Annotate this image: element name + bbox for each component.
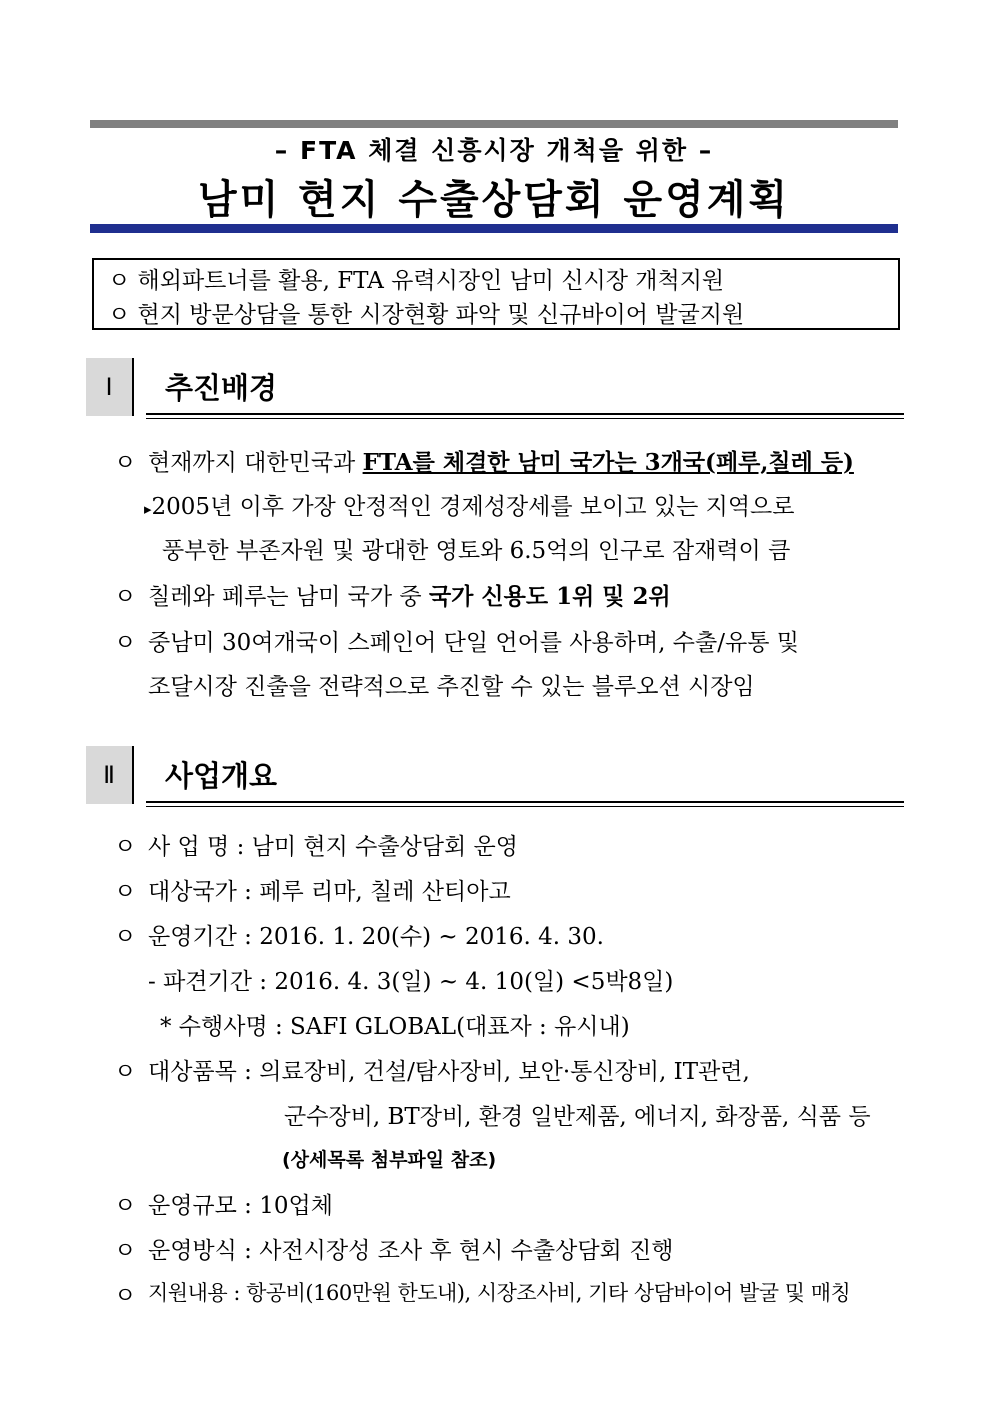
section-2-rule [146,801,904,807]
dispatch-period: - 파견기간 : 2016. 4. 3(일) ~ 4. 10(일) <5박8일) [148,969,674,995]
bullet-icon: ㅇ [114,450,137,476]
background-item-3-line-1: 중남미 30여개국이 스페인어 단일 언어를 사용하며, 수출/유통 및 [148,630,799,656]
triangle-marker-icon: ▸ [144,500,152,518]
background-item-1-highlight: FTA를 체결한 남미 국가는 3개국(페루,칠레 등) [362,449,854,476]
section-1-title: 추진배경 [165,371,278,405]
background-item-1-text: 현재까지 대한민국과 [148,450,363,476]
header-bottom-rule [90,224,898,233]
header-top-rule [90,120,898,128]
section-1-rule [146,413,904,419]
summary-line-2: ㅇ 현지 방문상담을 통한 시장현황 파악 및 신규바이어 발굴지원 [108,302,745,328]
bullet-icon: ㅇ [114,924,137,950]
background-subitem-line-1: 2005년 이후 가장 안정적인 경제성장세를 보이고 있는 지역으로 [151,494,795,520]
bullet-icon: ㅇ [114,1193,137,1219]
target-country: 대상국가 : 페루 리마, 칠레 산티아고 [148,879,511,905]
document-subtitle: – FTA 체결 신흥시장 개척을 위한 – [274,136,714,165]
section-2-number: Ⅱ [86,746,134,804]
background-item-3-line-2: 조달시장 진출을 전략적으로 추진할 수 있는 블루오션 시장임 [148,674,755,700]
background-item-2-text: 칠레와 페루는 남미 국가 중 [148,584,429,610]
support-details: 지원내용 : 항공비(160만원 한도내), 시장조사비, 기타 상담바이어 발굴 및 매칭 [148,1281,851,1305]
background-item-2-highlight: 국가 신용도 1위 및 2위 [428,583,671,610]
background-subitem [144,488,794,521]
bullet-icon: ㅇ [114,1238,137,1264]
background-item-2 [148,578,671,611]
section-2-title: 사업개요 [165,759,278,793]
project-name: 사 업 명 : 남미 현지 수출상담회 운영 [148,834,518,860]
bullet-icon: ㅇ [114,1059,137,1085]
operation-period: 운영기간 : 2016. 1. 20(수) ~ 2016. 4. 30. [148,924,604,950]
bullet-icon: ㅇ [114,1283,137,1309]
bullet-icon: ㅇ [114,584,137,610]
operation-scale: 운영규모 : 10업체 [148,1193,333,1219]
summary-line-1: ㅇ 해외파트너를 활용, FTA 유력시장인 남미 신시장 개척지원 [108,268,725,294]
document-title: 남미 현지 수출상담회 운영계획 [197,177,791,223]
agency-name: * 수행사명 : SAFI GLOBAL(대표자 : 유시내) [160,1014,630,1040]
section-1-number: Ⅰ [86,358,134,416]
bullet-icon: ㅇ [114,630,137,656]
target-items-line-1: 대상품목 : 의료장비, 건설/탐사장비, 보안·통신장비, IT관련, [148,1059,750,1085]
operation-method: 운영방식 : 사전시장성 조사 후 현시 수출상담회 진행 [148,1238,674,1264]
target-items-note: (상세목록 첨부파일 참조) [282,1149,497,1171]
bullet-icon: ㅇ [114,879,137,905]
bullet-icon: ㅇ [114,834,137,860]
target-items-line-2: 군수장비, BT장비, 환경 일반제품, 에너지, 화장품, 식품 등 [284,1104,871,1130]
background-item-1 [148,444,854,477]
summary-box [92,258,900,330]
background-subitem-line-2: 풍부한 부존자원 및 광대한 영토와 6.5억의 인구로 잠재력이 큼 [162,538,791,564]
